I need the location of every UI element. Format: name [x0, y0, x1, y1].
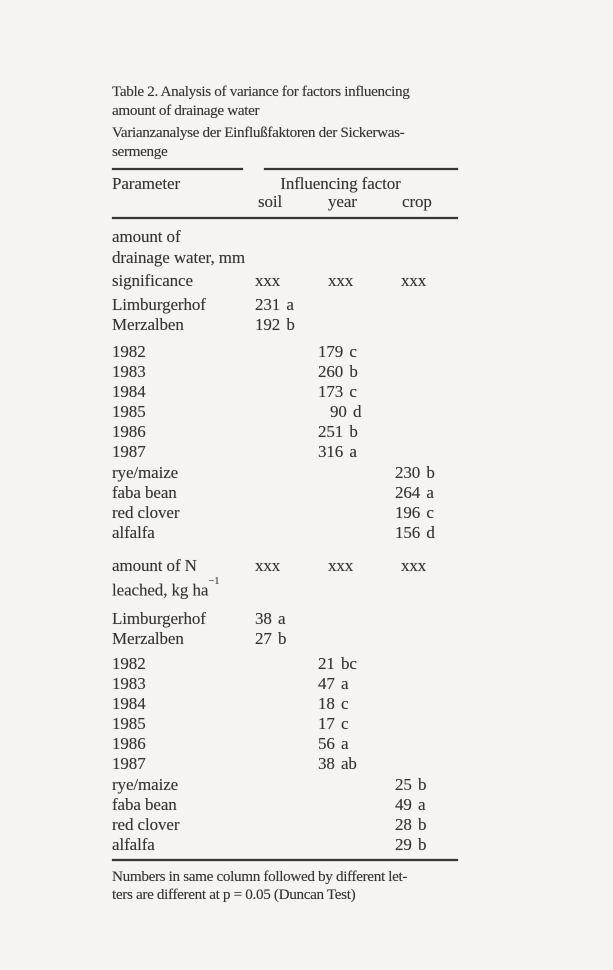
- soil-value: 27 b: [255, 628, 287, 648]
- table-row: [112, 362, 458, 382]
- year-value: 260 b: [318, 362, 358, 381]
- crop-value: 196 c: [395, 503, 434, 522]
- year-value: [318, 775, 395, 795]
- crop-significance: xxx: [401, 271, 427, 290]
- table-header-row: [112, 175, 458, 193]
- crop-value: [395, 295, 458, 315]
- row-label: 1982: [112, 653, 146, 673]
- crop-value: 29 b: [395, 834, 427, 854]
- crop-value: [395, 674, 458, 694]
- table-bottom-rule: [112, 859, 458, 861]
- top-rule-left-segment: [112, 168, 243, 170]
- crop-significance: xxx: [401, 556, 427, 575]
- year-significance: xxx: [328, 271, 354, 290]
- row-label: Limburgerhof: [112, 608, 206, 628]
- soil-value: [255, 775, 318, 795]
- table-row: [112, 775, 458, 795]
- year-value: 47 a: [318, 673, 349, 693]
- caption-en-line-2: amount of drainage water: [112, 102, 260, 119]
- col-header-influencing-factor: Influencing factor: [280, 174, 401, 193]
- year-value: [318, 815, 395, 835]
- table-2-block: [112, 82, 458, 905]
- row-label: Limburgerhof: [112, 295, 206, 314]
- table-caption-de: [112, 123, 458, 161]
- soil-value: [255, 815, 318, 835]
- crop-value: 49 a: [395, 794, 426, 814]
- crop-value: [395, 714, 458, 734]
- soil-value: [255, 835, 318, 855]
- row-label: faba bean: [112, 794, 177, 814]
- crop-value: [395, 315, 458, 335]
- year-value: [318, 315, 395, 335]
- year-value: [318, 835, 395, 855]
- row-label: 1987: [112, 442, 146, 461]
- col-header-year: year: [328, 192, 357, 211]
- row-label: Merzalben: [112, 315, 184, 334]
- soil-value: [255, 402, 318, 422]
- table-row: [112, 835, 458, 855]
- soil-value: [255, 422, 318, 442]
- soil-value: [255, 694, 318, 714]
- table-row: [112, 503, 458, 523]
- parameter-name: drainage water, mm: [112, 247, 245, 267]
- soil-value: [255, 795, 318, 815]
- year-value: 21 bc: [318, 653, 357, 673]
- soil-significance: xxx: [255, 271, 281, 290]
- table-row: [112, 342, 458, 362]
- section2-name-row-2: [112, 577, 458, 601]
- row-label: faba bean: [112, 483, 177, 502]
- year-value: 38 ab: [318, 753, 357, 773]
- soil-value: [255, 674, 318, 694]
- crop-value: [395, 382, 458, 402]
- row-label: 1983: [112, 362, 146, 381]
- crop-value: 264 a: [395, 483, 434, 502]
- table-row: [112, 382, 458, 402]
- crop-value: 25 b: [395, 774, 427, 794]
- crop-value: [395, 402, 458, 422]
- table-row: [112, 674, 458, 694]
- year-value: [318, 295, 395, 315]
- row-label: 1983: [112, 673, 146, 693]
- row-label: 1986: [112, 733, 146, 753]
- section2-name-row-1: [112, 556, 458, 577]
- table-caption-en: [112, 82, 458, 120]
- soil-value: [255, 714, 318, 734]
- table-row: [112, 609, 458, 629]
- header-rule: [112, 217, 458, 219]
- table-row: [112, 795, 458, 815]
- table-row: [112, 754, 458, 774]
- year-value: 56 a: [318, 733, 349, 753]
- parameter-name: [112, 577, 255, 601]
- year-value: 316 a: [318, 442, 357, 461]
- crop-value: [395, 442, 458, 462]
- year-value: [318, 795, 395, 815]
- table-row: [112, 694, 458, 714]
- table-row: [112, 483, 458, 503]
- year-value: [318, 629, 395, 649]
- table-row: [112, 295, 458, 315]
- soil-value: [255, 362, 318, 382]
- year-value: [318, 483, 395, 503]
- section1-name-row-2: [112, 248, 458, 269]
- soil-value: [255, 654, 318, 674]
- year-value: 90 d: [330, 402, 362, 421]
- row-label: 1982: [112, 342, 146, 361]
- crop-value: 28 b: [395, 814, 427, 834]
- table-row: [112, 815, 458, 835]
- soil-value: 38 a: [255, 608, 286, 628]
- table-row: [112, 714, 458, 734]
- year-value: 179 c: [318, 342, 357, 361]
- row-label: 1985: [112, 402, 146, 421]
- footnote-line-2: ters are different at p = 0.05 (Duncan Test): [112, 886, 356, 904]
- soil-value: [255, 483, 318, 503]
- row-label: alfalfa: [112, 834, 155, 854]
- soil-value: [255, 734, 318, 754]
- row-label: 1985: [112, 713, 146, 733]
- top-rule-right-segment: [264, 168, 458, 170]
- table-row: [112, 654, 458, 674]
- soil-value: [255, 382, 318, 402]
- table-top-rule: [112, 168, 458, 170]
- row-label: Merzalben: [112, 628, 184, 648]
- parameter-name: amount of: [112, 227, 181, 246]
- year-value: 18 c: [318, 693, 349, 713]
- crop-value: [395, 754, 458, 774]
- table-row: [112, 463, 458, 483]
- soil-value: [255, 754, 318, 774]
- table-subheader-row: [112, 193, 458, 211]
- crop-value: [395, 342, 458, 362]
- year-value: [318, 503, 395, 523]
- row-label: rye/maize: [112, 774, 179, 794]
- row-label: 1984: [112, 382, 146, 401]
- significance-label: significance: [112, 271, 193, 290]
- table-row: [112, 734, 458, 754]
- table-row: [112, 402, 458, 422]
- row-label: red clover: [112, 503, 180, 522]
- soil-value: [255, 523, 318, 543]
- soil-value: [255, 463, 318, 483]
- unit-exponent: −1: [208, 575, 220, 587]
- col-header-parameter: Parameter: [112, 174, 181, 193]
- crop-value: [395, 629, 458, 649]
- row-label: rye/maize: [112, 463, 179, 482]
- crop-value: [395, 654, 458, 674]
- crop-value: 156 d: [395, 523, 435, 542]
- table-row: [112, 315, 458, 335]
- section1-significance-row: [112, 271, 458, 291]
- crop-value: [395, 609, 458, 629]
- crop-value: [395, 734, 458, 754]
- year-value: [318, 523, 395, 543]
- crop-value: 230 b: [395, 463, 435, 482]
- caption-de-line-2: sermenge: [112, 143, 168, 160]
- row-label: 1986: [112, 422, 146, 441]
- row-label: red clover: [112, 814, 180, 834]
- table-row: [112, 442, 458, 462]
- soil-significance: xxx: [255, 556, 281, 575]
- soil-value: 231 a: [255, 295, 294, 314]
- year-value: 173 c: [318, 382, 357, 401]
- caption-en-line-1: Table 2. Analysis of variance for factors influencing: [112, 83, 410, 100]
- row-label: 1984: [112, 693, 146, 713]
- year-value: 251 b: [318, 422, 358, 441]
- year-value: [318, 463, 395, 483]
- year-value: [318, 609, 395, 629]
- table-row: [112, 422, 458, 442]
- year-value: 17 c: [318, 713, 349, 733]
- soil-value: [255, 503, 318, 523]
- col-header-soil: soil: [258, 192, 283, 211]
- parameter-name: amount of N: [112, 556, 197, 575]
- soil-value: [255, 442, 318, 462]
- caption-de-line-1: Varianzanalyse der Einflußfaktoren der Sickerwas-: [112, 124, 405, 141]
- year-significance: xxx: [328, 556, 354, 575]
- row-label: 1987: [112, 753, 146, 773]
- soil-value: [255, 342, 318, 362]
- crop-value: [395, 694, 458, 714]
- col-header-crop: crop: [402, 192, 432, 211]
- footnote-line-1: Numbers in same column followed by different let-: [112, 867, 408, 885]
- unit-text: leached, kg ha: [112, 580, 209, 600]
- crop-value: [395, 422, 458, 442]
- row-label: alfalfa: [112, 523, 155, 542]
- subheader-spacer: [112, 193, 255, 211]
- section1-name-row-1: [112, 227, 458, 248]
- crop-value: [395, 362, 458, 382]
- soil-value: 192 b: [255, 315, 295, 334]
- table-row: [112, 523, 458, 543]
- table-row: [112, 629, 458, 649]
- table-footnote: [112, 868, 458, 905]
